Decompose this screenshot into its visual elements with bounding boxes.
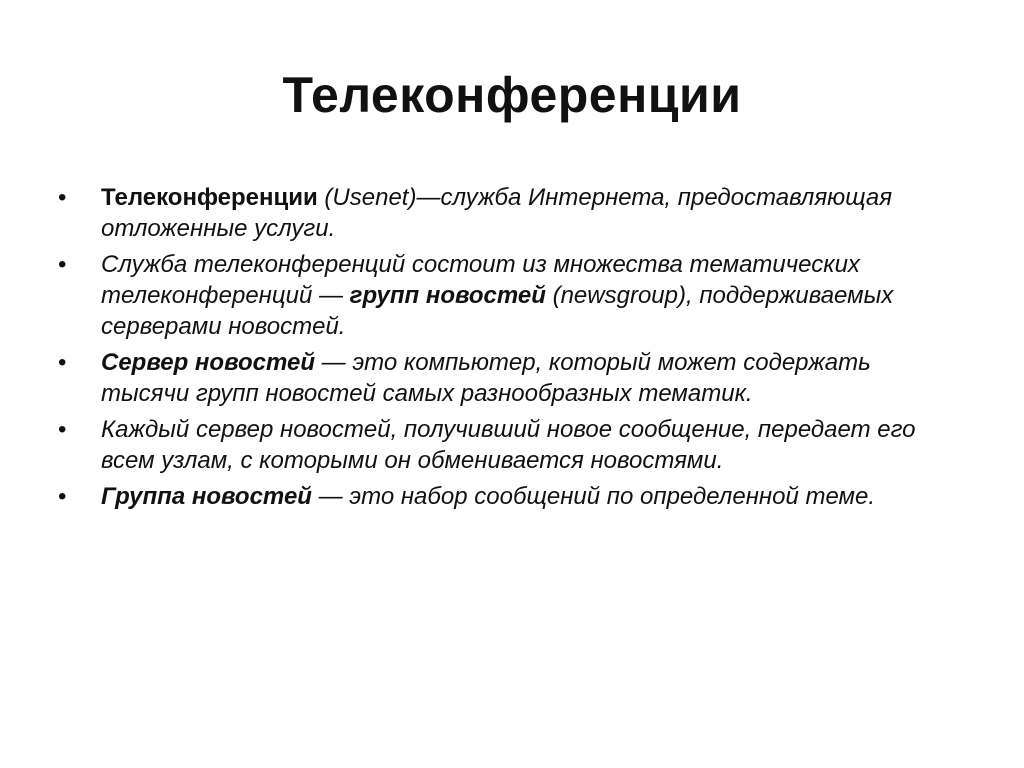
bullet-text: (Usenet)—служба Интернета, предоставляющая отложенные услуги. — [101, 184, 893, 242]
bullet-text: — это набор сообщений по определенной теме. — [311, 483, 876, 510]
bullet-dot: • — [58, 251, 67, 278]
bullet-dot: • — [58, 349, 67, 376]
term-teleconferences: Телеконференции — [101, 184, 318, 211]
bullet-item — [58, 481, 958, 512]
bullet-dot: • — [58, 416, 67, 443]
bullet-text: — это компьютер, который может содержать тысячи групп новостей самых разнообразных тематик. — [101, 349, 871, 407]
bullet-item — [58, 182, 958, 244]
bullet-text: Каждый сервер новостей, получивший новое сообщение, передает его всем узлам, с которыми он обменивается новостями. — [101, 416, 916, 474]
bullet-item — [58, 414, 958, 476]
bullet-text: (newsgroup), поддерживаемых серверами новостей. — [101, 282, 894, 340]
term-newsgroup: Группа новостей — [101, 483, 312, 510]
bullet-dot: • — [58, 483, 67, 510]
bullet-list — [58, 182, 958, 517]
bullet-item — [58, 347, 958, 409]
slide-title: Телеконференции — [282, 67, 742, 123]
bullet-text: Служба телеконференций состоит из множества тематических телеконференций — — [101, 251, 860, 309]
bullet-item — [58, 249, 958, 342]
bullet-dot: • — [58, 184, 67, 211]
term-news-server: Сервер новостей — [101, 349, 316, 376]
term-newsgroups: групп новостей — [349, 282, 546, 309]
